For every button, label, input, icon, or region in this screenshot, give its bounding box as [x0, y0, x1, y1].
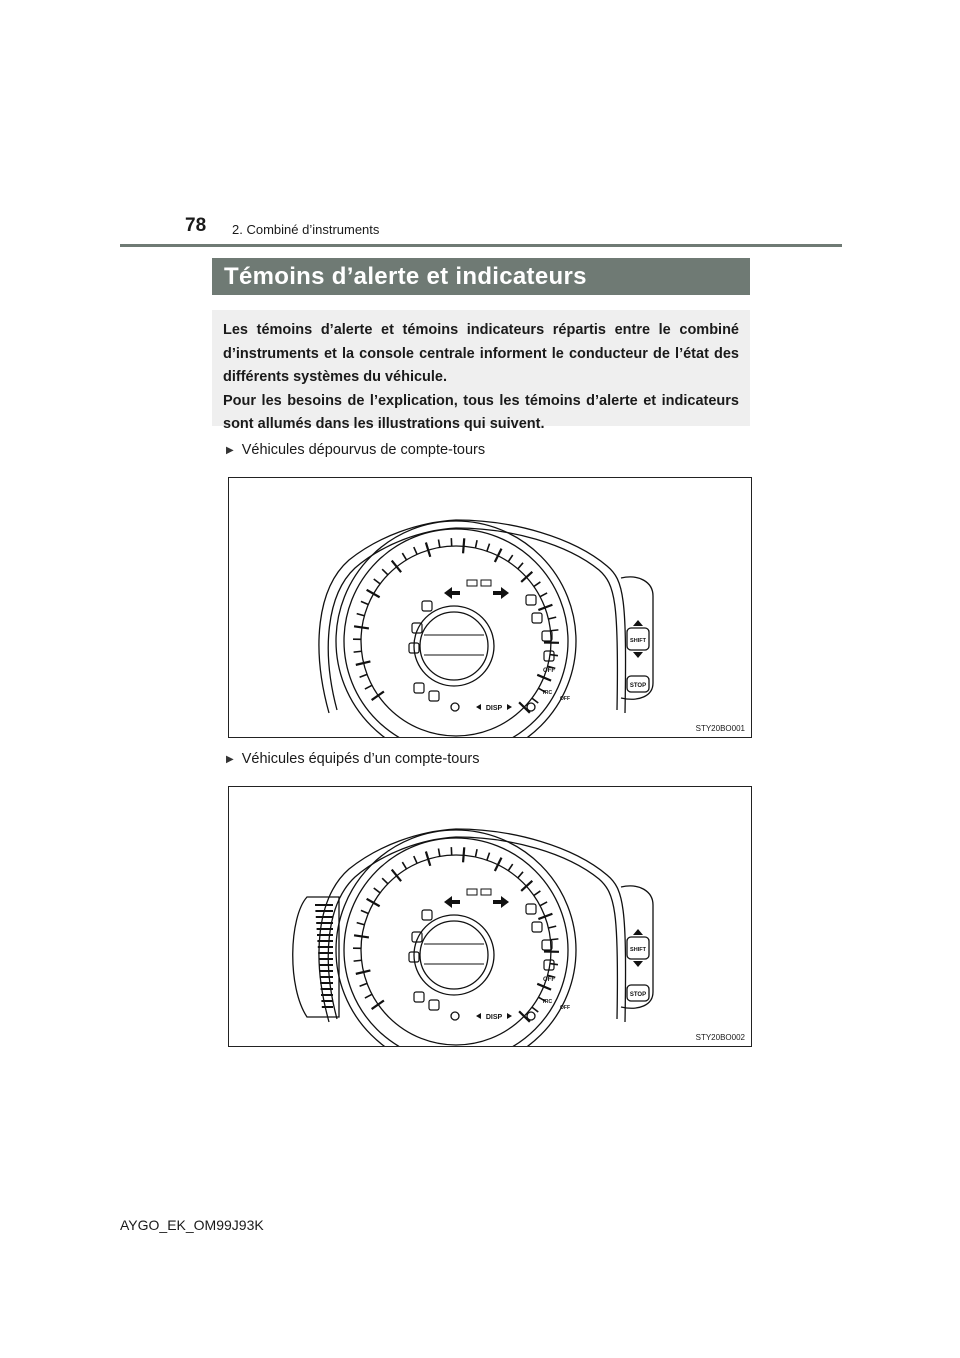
triangle-bullet-icon: ▶	[226, 753, 234, 765]
center-display-rim	[414, 606, 494, 686]
dial-tick	[534, 891, 541, 896]
dial-tick	[360, 983, 367, 986]
seatbelt-icon	[422, 910, 432, 920]
dial-tick	[487, 544, 490, 552]
intro-paragraph-1: Les témoins d’alerte et témoins indicateurs répartis entre le combiné d’instruments et la console centrale informent le conducteur de l’état des différents systèmes du véhicule.	[223, 322, 739, 385]
high-beam-icon	[481, 580, 491, 586]
dial-tick	[372, 691, 384, 700]
dial-tick	[540, 593, 547, 597]
dial-tick	[360, 674, 367, 677]
dial-tick	[487, 853, 490, 861]
shift-down-icon	[633, 961, 643, 967]
dial-tick	[382, 878, 388, 884]
dial-tick	[402, 553, 406, 560]
dial-tick	[550, 939, 558, 940]
stop-label: STOP	[629, 992, 647, 998]
trc-label: TRC	[541, 690, 553, 696]
dial-tick	[354, 651, 362, 652]
left-knob	[451, 1012, 459, 1020]
disp-label: DISP	[485, 705, 503, 712]
fuel-icon	[414, 683, 424, 693]
dial-tick	[475, 540, 477, 548]
abs-icon	[532, 922, 542, 932]
dial-tick	[354, 935, 369, 937]
dial-tick	[372, 1000, 384, 1009]
cluster-figure-1	[228, 477, 752, 738]
figure-caption-1	[226, 442, 485, 458]
oil-icon	[429, 691, 439, 701]
rear-fog-icon	[526, 595, 536, 605]
dial-tick	[438, 849, 439, 857]
dial-tick	[357, 923, 365, 925]
off-label: OFF	[543, 977, 555, 983]
turn-left-icon	[444, 587, 460, 599]
cluster-dial-ring	[361, 546, 551, 736]
dial-tick	[374, 888, 380, 893]
off-label: OFF	[543, 668, 555, 674]
cluster-outer-ring	[336, 521, 576, 737]
cluster-dial-ring	[361, 855, 551, 1045]
off-label: OFF	[560, 696, 570, 702]
page-number: 78	[185, 215, 207, 236]
shift-label: SHIFT	[630, 638, 646, 644]
dial-tick	[367, 590, 380, 597]
center-display	[420, 921, 488, 989]
page-title: Témoins d’alerte et indicateurs	[212, 258, 750, 295]
trc-label: TRC	[541, 999, 553, 1005]
dial-tick	[463, 847, 464, 862]
dial-tick	[374, 579, 380, 584]
headlight-icon	[467, 889, 477, 895]
dial-tick	[382, 569, 388, 575]
dial-tick	[548, 926, 556, 928]
dial-tick	[550, 630, 558, 631]
disp-right-icon	[507, 1013, 512, 1019]
figure-caption-2	[226, 751, 479, 767]
dial-tick	[414, 856, 417, 863]
header-rule	[120, 244, 842, 247]
document-code: AYGO_EK_OM99J93K	[120, 1217, 264, 1233]
cluster-figure-2	[228, 786, 752, 1047]
cluster-housing	[319, 829, 626, 1022]
dial-tick	[354, 960, 362, 961]
intro-paragraph-2: Pour les besoins de l’explication, tous les témoins d’alerte et indicateurs sont allumés dans les illustrations qui suivent.	[223, 392, 739, 432]
disp-label: DISP	[485, 1014, 503, 1021]
dial-tick	[518, 563, 523, 569]
shift-up-icon	[633, 620, 643, 626]
dial-tick	[402, 862, 406, 869]
dial-tick	[361, 601, 368, 604]
dial-tick	[532, 1007, 538, 1012]
oil-icon	[429, 1000, 439, 1010]
turn-left-icon	[444, 896, 460, 908]
high-beam-icon	[481, 889, 491, 895]
off-label: OFF	[560, 1005, 570, 1011]
disp-left-icon	[476, 704, 481, 710]
stop-label: STOP	[629, 683, 647, 689]
shift-label: SHIFT	[630, 947, 646, 953]
caption-text: Véhicules équipés d’un compte-tours	[241, 751, 480, 767]
cluster-housing	[319, 520, 626, 713]
dial-tick	[475, 849, 477, 857]
dial-tick	[365, 994, 372, 998]
disp-left-icon	[476, 1013, 481, 1019]
dial-tick	[548, 617, 556, 619]
left-knob	[451, 703, 459, 711]
dial-tick	[534, 582, 541, 587]
dial-tick	[414, 547, 417, 554]
right-knob	[527, 703, 535, 711]
shift-up-icon	[633, 929, 643, 935]
cluster-outer-ring	[336, 830, 576, 1046]
intro-box	[212, 310, 750, 432]
center-display	[420, 612, 488, 680]
dial-tick	[463, 538, 464, 553]
dial-tick	[357, 614, 365, 616]
triangle-bullet-icon: ▶	[226, 444, 234, 456]
dial-tick	[540, 902, 547, 906]
dial-tick	[518, 872, 523, 878]
rear-fog-icon	[526, 904, 536, 914]
seatbelt-icon	[422, 601, 432, 611]
section-label: 2. Combiné d’instruments	[232, 222, 380, 237]
fuel-icon	[414, 992, 424, 1002]
caption-text: Véhicules dépourvus de compte-tours	[241, 442, 486, 458]
dial-tick	[354, 626, 369, 628]
dial-tick	[508, 555, 512, 562]
center-display-rim	[414, 915, 494, 995]
shift-down-icon	[633, 652, 643, 658]
figure-code: STY20BO002	[695, 1033, 745, 1042]
disp-right-icon	[507, 704, 512, 710]
dial-tick	[365, 685, 372, 689]
headlight-icon	[467, 580, 477, 586]
abs-icon	[532, 613, 542, 623]
dial-tick	[438, 540, 439, 548]
dial-tick	[508, 864, 512, 871]
figure-code: STY20BO001	[695, 724, 745, 733]
dial-tick	[361, 910, 368, 913]
turn-right-icon	[493, 587, 509, 599]
right-knob	[527, 1012, 535, 1020]
turn-right-icon	[493, 896, 509, 908]
dial-tick	[532, 698, 538, 703]
dial-tick	[367, 899, 380, 906]
